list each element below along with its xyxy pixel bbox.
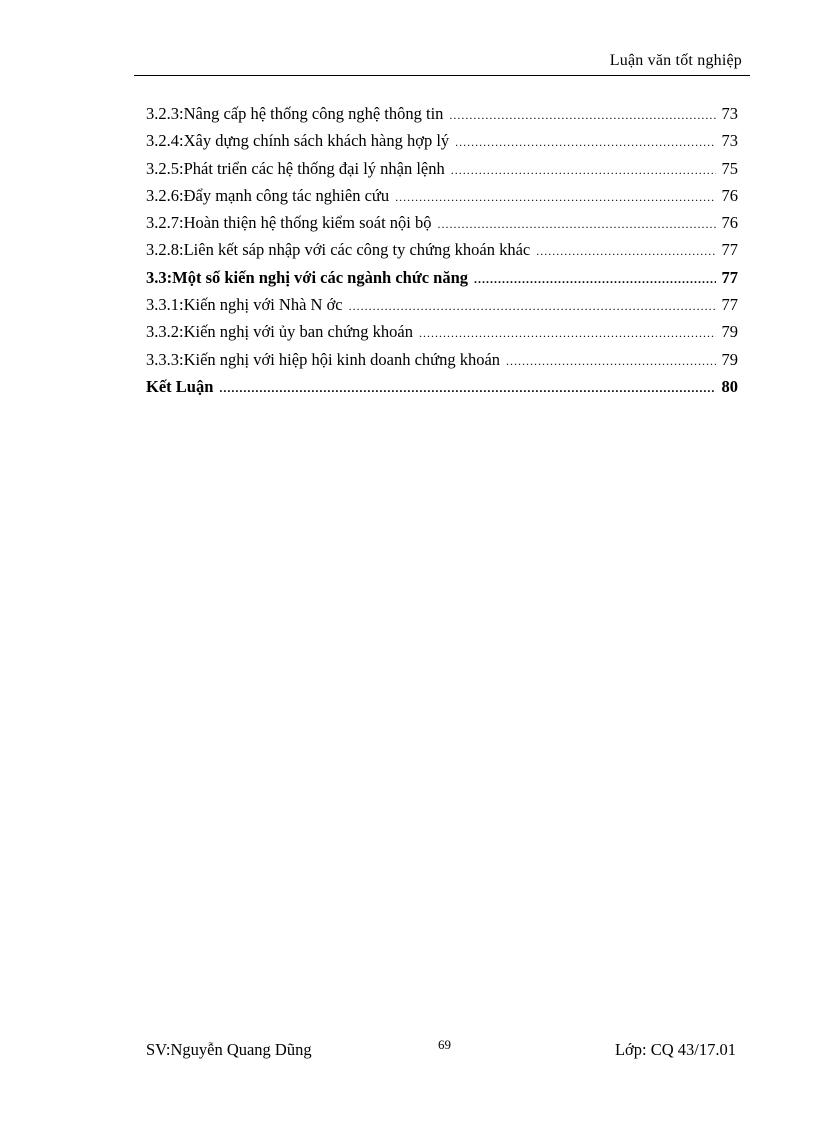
- toc-leader-dots: [419, 320, 716, 347]
- page-footer: [146, 1037, 738, 1064]
- toc-leader-dots: [455, 129, 715, 156]
- toc-entry-page: 76: [721, 185, 738, 205]
- toc-entry-label: 3.2.6:Đẩy mạnh công tác nghiên cứu: [146, 185, 390, 205]
- toc-section-3-3: [146, 264, 738, 291]
- toc-entry-3-2-6: [146, 182, 738, 209]
- toc-entry-label: 3.2.5:Phát triển các hệ thống đại lý nhận lệnh: [146, 158, 445, 178]
- toc-entry-label: 3.2.7:Hoàn thiện hệ thống kiểm soát nội bộ: [146, 213, 432, 233]
- toc-entry-label: 3.2.8:Liên kết sáp nhập với các công ty chứng khoán khác: [146, 240, 531, 260]
- toc-entry-page: 79: [721, 349, 738, 369]
- toc-leader-dots: [449, 102, 715, 129]
- toc-entry-page: 73: [721, 131, 738, 151]
- toc-leader-dots: [536, 238, 715, 265]
- toc-entry-3-2-7: [146, 209, 738, 236]
- toc-leader-dots: [219, 375, 715, 402]
- toc-entry-3-2-5: [146, 155, 738, 182]
- toc-entry-label: 3.3.3:Kiến nghị với hiệp hội kinh doanh chứng khoán: [146, 349, 501, 369]
- toc-entry-page: 80: [721, 376, 738, 396]
- toc-entry-3-2-8: [146, 236, 738, 263]
- toc-leader-dots: [395, 184, 715, 211]
- toc-entry-page: 79: [721, 322, 738, 342]
- toc-entry-label: 3.3.1:Kiến nghị với Nhà N ớc: [146, 295, 343, 315]
- toc-leader-dots: [451, 157, 716, 184]
- footer-page-number: 69: [438, 1037, 451, 1052]
- table-of-contents: [146, 100, 738, 400]
- toc-entry-label: 3.2.3:Nâng cấp hệ thống công nghệ thông tin: [146, 104, 444, 123]
- toc-leader-dots: [474, 266, 715, 293]
- toc-leader-dots: [349, 293, 716, 320]
- footer-class: Lớp: CQ 43/17.01: [614, 1040, 736, 1059]
- toc-entry-3-2-3: [146, 100, 738, 127]
- toc-entry-3-2-4: [146, 127, 738, 154]
- header-rule: [134, 75, 750, 76]
- toc-entry-page: 75: [721, 158, 738, 178]
- toc-entry-page: 73: [721, 104, 738, 123]
- toc-entry-page: 77: [721, 295, 738, 315]
- toc-leader-dots: [438, 211, 716, 238]
- toc-entry-page: 77: [721, 267, 738, 287]
- footer-student-name: SV:Nguyễn Quang Dũng: [146, 1040, 312, 1059]
- toc-entry-label: 3.3:Một số kiến nghị với các ngành chức năng: [146, 267, 469, 287]
- toc-conclusion: [146, 373, 738, 400]
- toc-entry-3-3-1: [146, 291, 738, 318]
- toc-entry-3-3-2: [146, 318, 738, 345]
- toc-entry-label: 3.2.4:Xây dựng chính sách khách hàng hợp lý: [146, 131, 450, 151]
- toc-entry-page: 77: [721, 240, 738, 260]
- toc-entry-3-3-3: [146, 346, 738, 373]
- toc-entry-label: Kết Luận: [146, 376, 214, 396]
- toc-leader-dots: [506, 348, 715, 375]
- toc-entry-label: 3.3.2:Kiến nghị với ủy ban chứng khoán: [146, 322, 413, 342]
- running-header-title: Luận văn tốt nghiệp: [609, 52, 742, 69]
- toc-entry-page: 76: [721, 213, 738, 233]
